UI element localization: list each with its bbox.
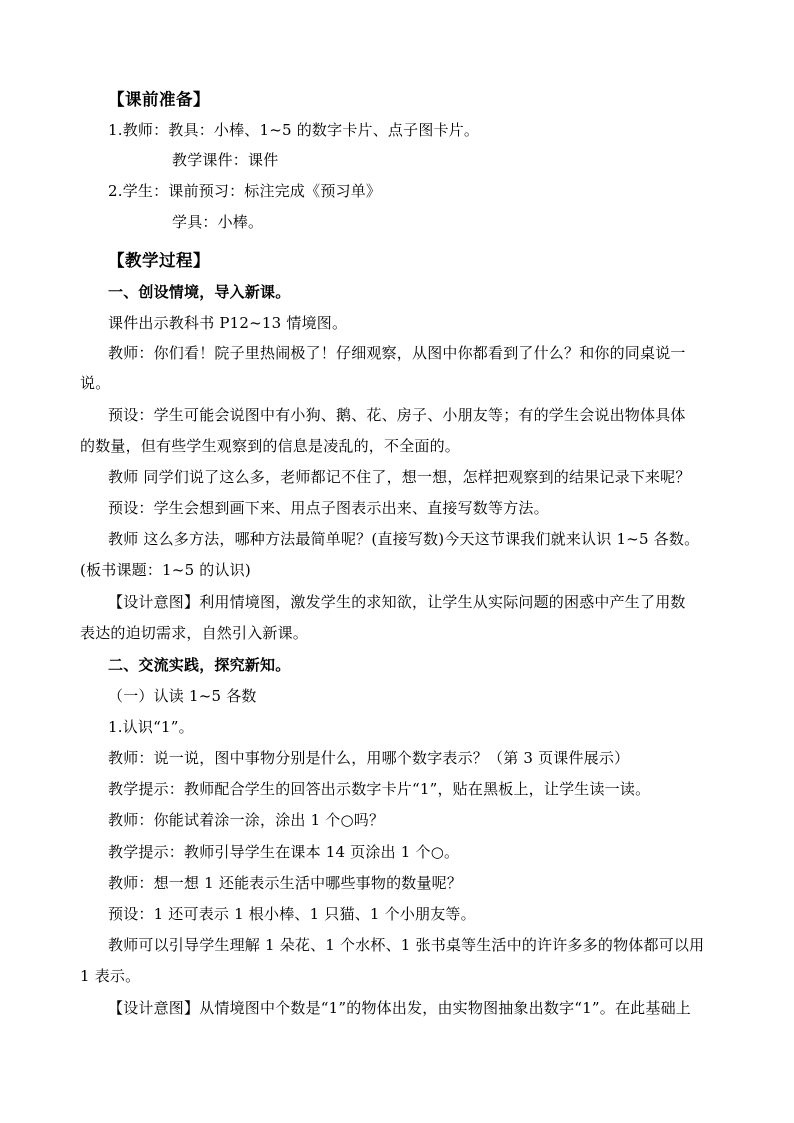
part2-subheading: （一）认读 1~5 各数 — [108, 687, 257, 705]
part1-paragraph: 教师 同学们说了这么多，老师都记不住了，想一想，怎样把观察到的结果记录下来呢？ — [108, 468, 691, 486]
prep-student-tools: 学具：小棒。 — [172, 213, 264, 231]
part2-paragraph: 教师：想一想 1 还能表示生活中哪些事物的数量呢？ — [108, 874, 463, 892]
part2-paragraph: 1 表示。 — [80, 967, 141, 985]
part1-paragraph: 课件出示教科书 P12~13 情境图。 — [108, 314, 348, 332]
part1-title: 一、创设情境，导入新课。 — [108, 283, 291, 301]
design-intent: 【设计意图】利用情境图，激发学生的求知欲，让学生从实际问题的困惑中产生了用数 — [108, 593, 686, 611]
part2-paragraph: 教师：你能试着涂一涂，涂出 1 个○吗？ — [108, 811, 385, 829]
prep-teacher-courseware: 教学课件：课件 — [172, 151, 279, 169]
prep-student-preview: 2.学生：课前预习：标注完成《预习单》 — [108, 182, 382, 200]
part1-paragraph: 教师 这么多方法，哪种方法最简单呢？(直接写数)今天这节课我们就来认识 1~5 各数。 — [108, 530, 700, 548]
part2-paragraph: 预设：1 还可表示 1 根小棒、1 只猫、1 个小朋友等。 — [108, 905, 476, 923]
design-intent: 【设计意图】从情境图中个数是“1”的物体出发，由实物图抽象出数字“1”。在此基础上 — [108, 999, 691, 1017]
prep-heading: 【课前准备】 — [108, 90, 210, 109]
part2-item: 1.认识“1”。 — [108, 718, 194, 736]
design-intent: 表达的迫切需求，自然引入新课。 — [80, 624, 309, 642]
part2-paragraph: 教师：说一说，图中事物分别是什么，用哪个数字表示？（第 3 页课件展示） — [108, 749, 630, 767]
part1-paragraph: 说。 — [80, 374, 111, 392]
prep-teacher-tools: 1.教师：教具：小棒、1~5 的数字卡片、点子图卡片。 — [108, 121, 480, 139]
part1-paragraph: 预设：学生可能会说图中有小狗、鹅、花、房子、小朋友等；有的学生会说出物体具体 — [108, 406, 686, 424]
part1-paragraph: 预设：学生会想到画下来、用点子图表示出来、直接写数等方法。 — [108, 499, 549, 517]
part2-paragraph: 教学提示：教师配合学生的回答出示数字卡片“1”，贴在黑板上，让学生读一读。 — [108, 780, 651, 798]
part2-paragraph: 教师可以引导学生理解 1 朵花、1 个水杯、1 张书桌等生活中的许许多多的物体都可以用 — [108, 936, 705, 954]
part1-paragraph: 教师：你们看！院子里热闹极了！仔细观察，从图中你都看到了什么？和你的同桌说一 — [108, 344, 686, 362]
part1-paragraph: (板书课题：1~5 的认识) — [80, 561, 251, 579]
part2-title: 二、交流实践，探究新知。 — [108, 656, 291, 674]
part1-paragraph: 的数量，但有些学生观察到的信息是凌乱的，不全面的。 — [80, 437, 461, 455]
part2-paragraph: 教学提示：教师引导学生在课本 14 页涂出 1 个○。 — [108, 843, 460, 861]
process-heading: 【教学过程】 — [108, 251, 210, 270]
